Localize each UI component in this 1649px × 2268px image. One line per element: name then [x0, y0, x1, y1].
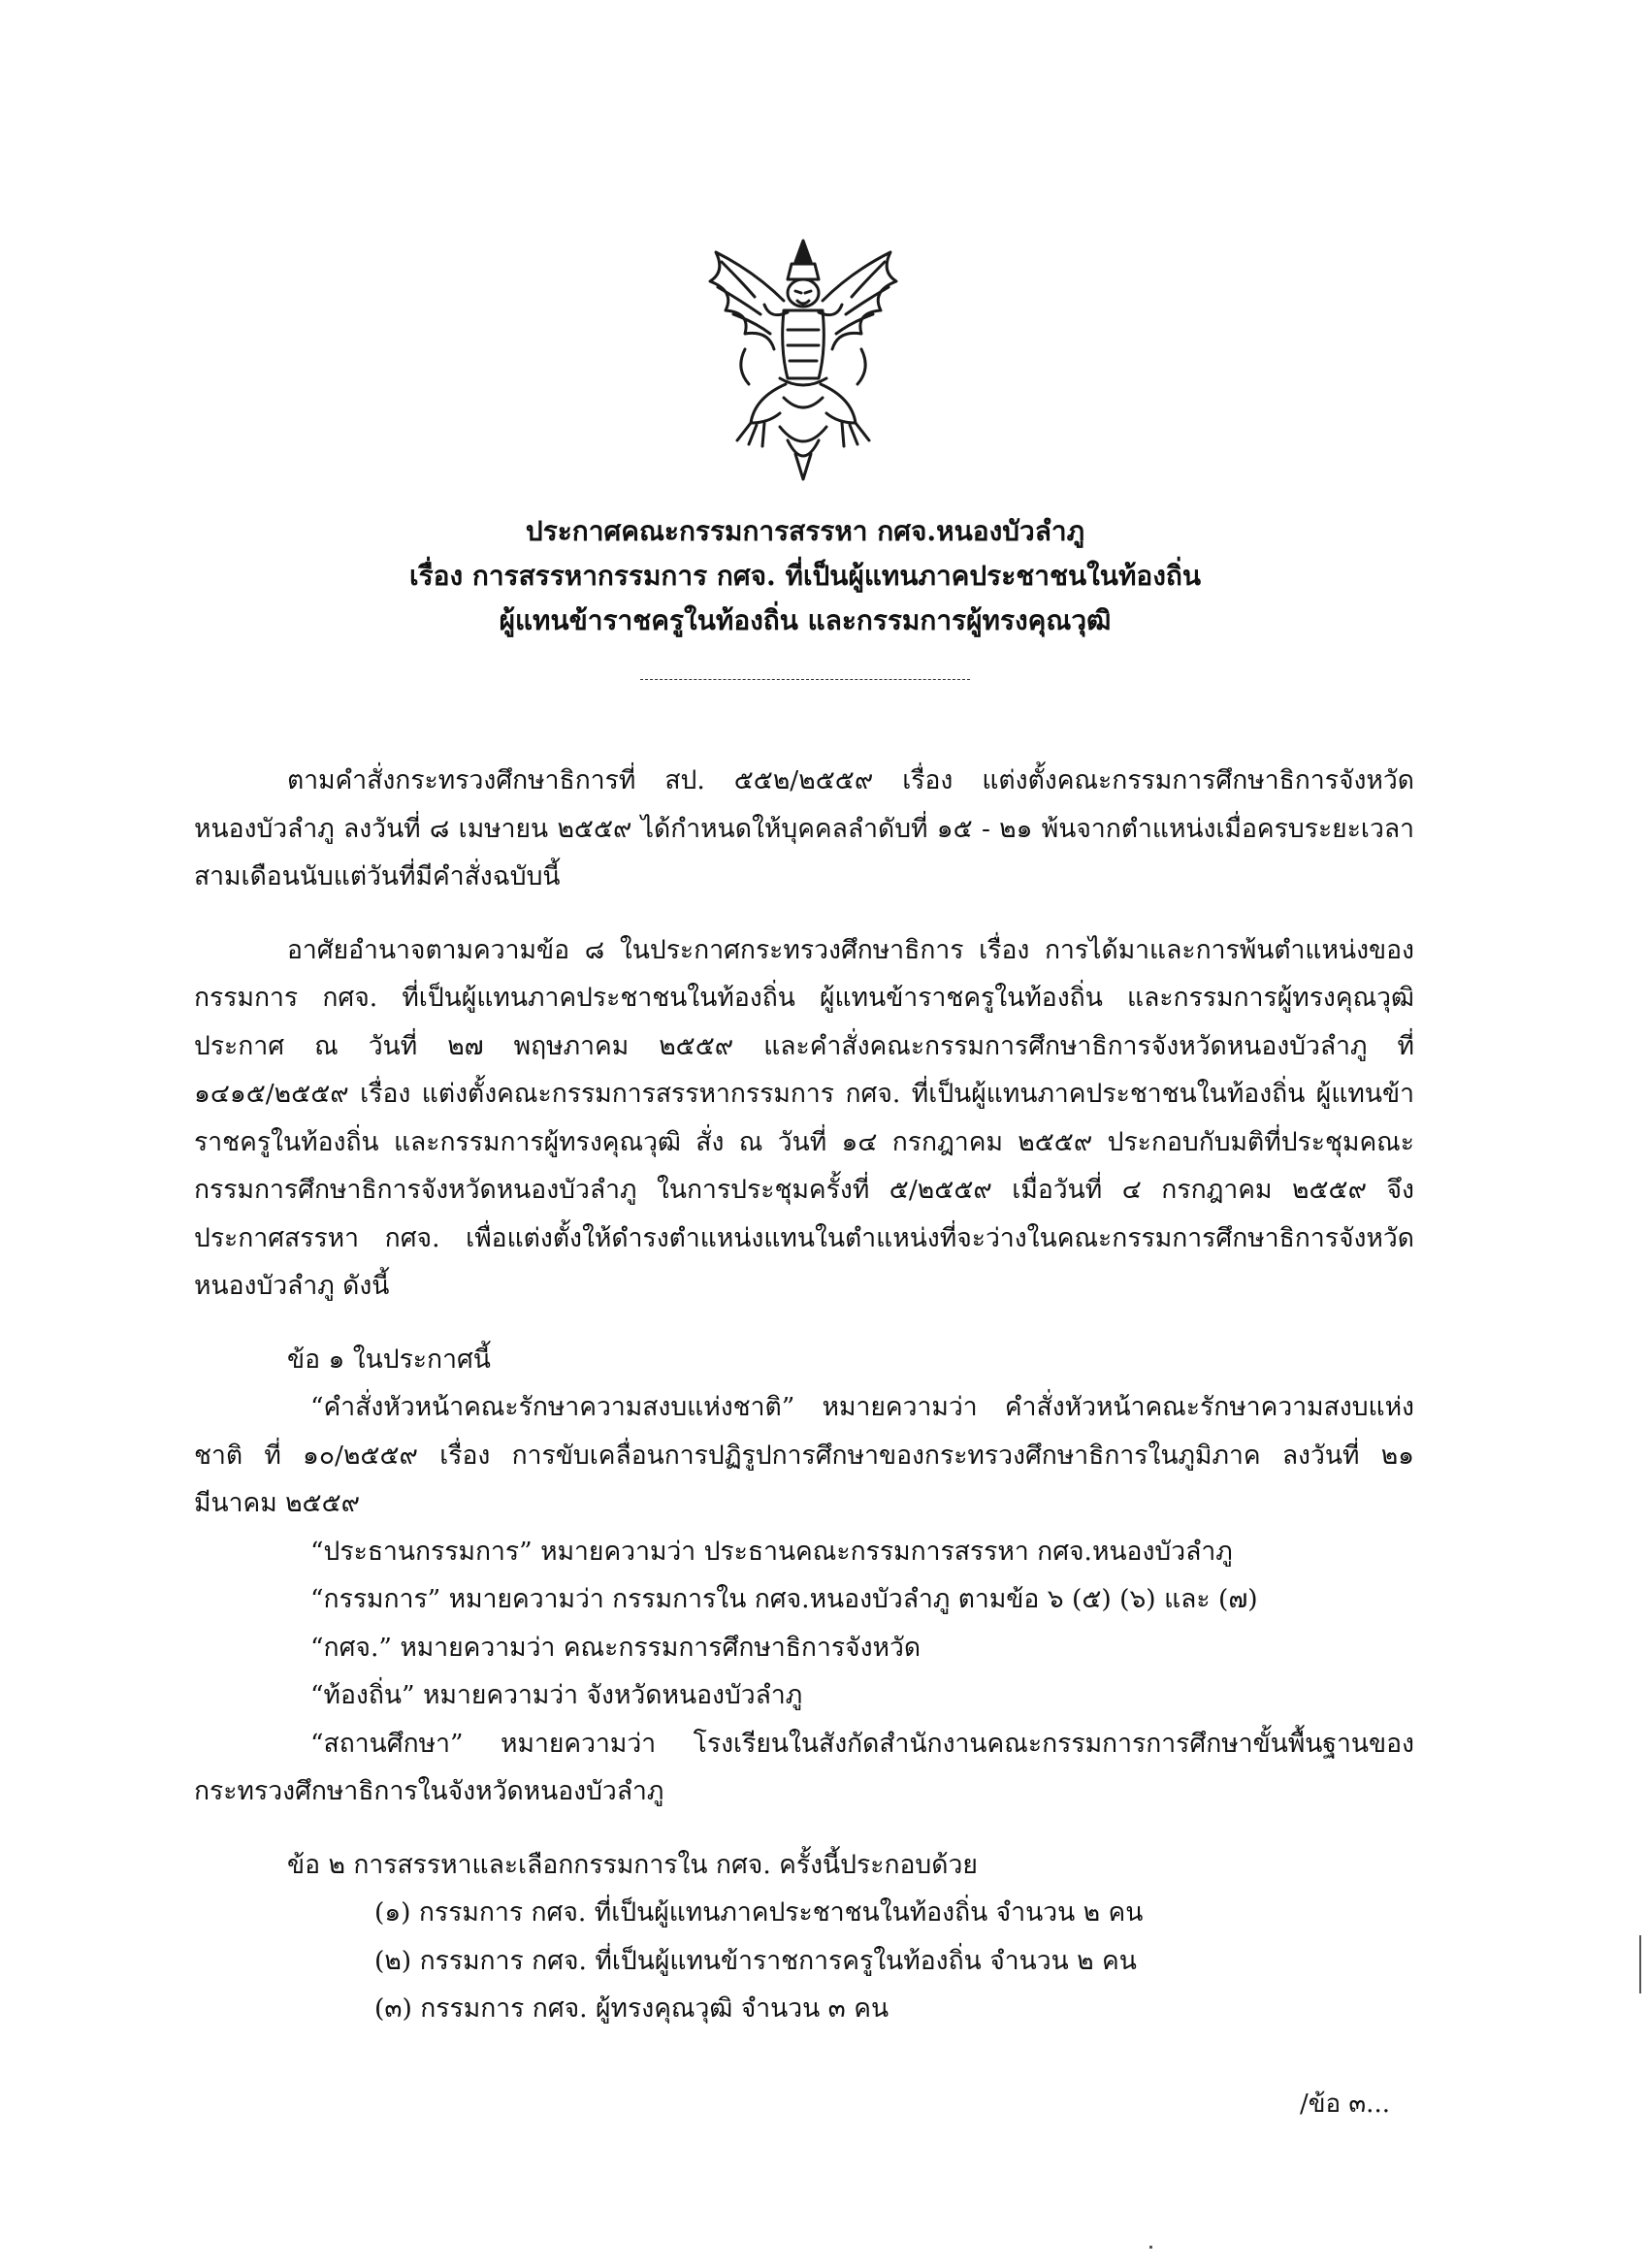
- heading-subject-cont: ผู้แทนข้าราชครูในท้องถิ่น และกรรมการผู้ทรงคุณวุฒิ: [499, 604, 1112, 636]
- scan-artifact: [1149, 2246, 1152, 2249]
- heading-divider: [640, 679, 970, 680]
- clause-2-item-1: (๑) กรรมการ กศจ. ที่เป็นผู้แทนภาคประชาชนในท้องถิ่น จำนวน ๒ คน: [374, 1897, 1144, 1928]
- definition-ncpo-order: “คำสั่งหัวหน้าคณะรักษาความสงบแห่งชาติ” หมายความว่า คำสั่งหัวหน้าคณะรักษาความสงบแห่งชาติ ที่ ๑๐/๒๕๕๙ เรื่อง การขับเคลื่อนการปฏิรูปการศึกษาของกระทรวงศึกษาธิการในภูมิภาค ลงวันที่ ๒๑ มีนาคม ๒๕๕๙: [194, 1392, 1414, 1518]
- document-body: [194, 757, 1414, 2033]
- clause-2-item-3: (๓) กรรมการ กศจ. ผู้ทรงคุณวุฒิ จำนวน ๓ คน: [374, 1993, 889, 2024]
- clause-1-title: ข้อ ๑ ในประกาศนี้: [287, 1344, 491, 1375]
- definition-committee: “กรรมการ” หมายความว่า กรรมการใน กศจ.หนองบัวลำภู ตามข้อ ๖ (๕) (๖) และ (๗): [310, 1584, 1258, 1614]
- heading-subject: เรื่อง การสรรหากรรมการ กศจ. ที่เป็นผู้แทนภาคประชาชนในท้องถิ่น: [409, 560, 1201, 592]
- page-continuation: /ข้อ ๓...: [1300, 2090, 1390, 2119]
- clause-2-title: ข้อ ๒ การสรรหาและเลือกกรรมการใน กศจ. ครั้งนี้ประกอบด้วย: [287, 1849, 978, 1880]
- definition-school: “สถานศึกษา” หมายความว่า โรงเรียนในสังกัดสำนักงานคณะกรรมการการศึกษาขั้นพื้นฐานของกระทรวงศึกษาธิการในจังหวัดหนองบัวลำภู: [194, 1728, 1414, 1806]
- heading-title: ประกาศคณะกรรมการสรรหา กศจ.หนองบัวลำภู: [525, 515, 1085, 547]
- paragraph-1: ตามคำสั่งกระทรวงศึกษาธิการที่ สป. ๕๕๒/๒๕๕๙ เรื่อง แต่งตั้งคณะกรรมการศึกษาธิการจังหวัดหนองบัวลำภู ลงวันที่ ๘ เมษายน ๒๕๕๙ ได้กำหนดให้บุคคลลำดับที่ ๑๕ - ๒๑ พ้นจากตำแหน่งเมื่อครบระยะเวลาสามเดือนนับแต่วันที่มีคำสั่งฉบับนี้: [194, 765, 1414, 891]
- definition-locality: “ท้องถิ่น” หมายความว่า จังหวัดหนองบัวลำภู: [310, 1680, 803, 1710]
- garuda-emblem-icon: [687, 233, 920, 485]
- paragraph-2: อาศัยอำนาจตามความข้อ ๘ ในประกาศกระทรวงศึกษาธิการ เรื่อง การได้มาและการพ้นตำแหน่งของกรรมการ กศจ. ที่เป็นผู้แทนภาคประชาชนในท้องถิ่น ผู้แทนข้าราชครูในท้องถิ่น และกรรมการผู้ทรงคุณวุฒิ ประกาศ ณ วันที่ ๒๗ พฤษภาคม ๒๕๕๙ และคำสั่งคณะกรรมการศึกษาธิการจังหวัดหนองบัวลำภู ที่ ๑๔๑๕/๒๕๕๙ เรื่อง แต่งตั้งคณะกรรมการสรรหากรรมการ กศจ. ที่เป็นผู้แทนภาคประชาชนในท้องถิ่น ผู้แทนข้าราชครูในท้องถิ่น และกรรมการผู้ทรงคุณวุฒิ สั่ง ณ วันที่ ๑๔ กรกฎาคม ๒๕๕๙ ประกอบกับมติที่ประชุมคณะกรรมการศึกษาธิการจังหวัดหนองบัวลำภู ในการประชุมครั้งที่ ๕/๒๕๕๙ เมื่อวันที่ ๔ กรกฎาคม ๒๕๕๙ จึงประกาศสรรหา กศจ. เพื่อแต่งตั้งให้ดำรงตำแหน่งแทนในตำแหน่งที่จะว่างในคณะกรรมการศึกษาธิการจังหวัดหนองบัวลำภู ดังนี้: [194, 934, 1414, 1301]
- definition-chairman: “ประธานกรรมการ” หมายความว่า ประธานคณะกรรมการสรรหา กศจ.หนองบัวลำภู: [310, 1536, 1233, 1567]
- definition-pec: “กศจ.” หมายความว่า คณะกรรมการศึกษาธิการจังหวัด: [310, 1632, 922, 1663]
- scan-artifact: [1639, 1935, 1641, 1993]
- clause-2-item-2: (๒) กรรมการ กศจ. ที่เป็นผู้แทนข้าราชการครูในท้องถิ่น จำนวน ๒ คน: [374, 1945, 1137, 1976]
- document-heading: [194, 509, 1416, 643]
